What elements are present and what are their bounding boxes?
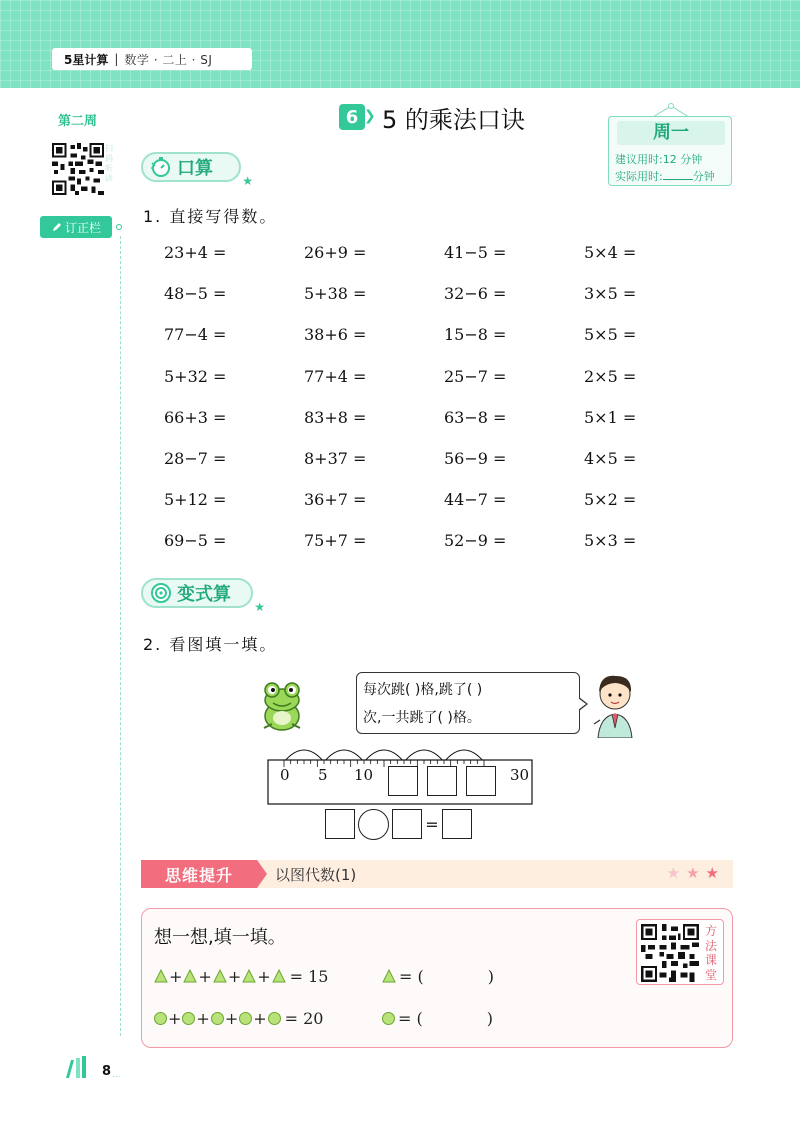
day-box	[608, 116, 732, 186]
thinking-question: 想一想,填一填。	[154, 927, 286, 948]
header-separator: |	[114, 52, 119, 66]
calc-row	[164, 243, 724, 284]
section-tag-label: 口算	[177, 158, 213, 179]
thinking-box	[141, 908, 733, 1048]
qr-side-text: 扫码听讲	[105, 144, 113, 183]
circle-equation	[154, 1007, 323, 1029]
calc-problem[interactable]: 5×4 =	[584, 243, 637, 262]
calc-problem[interactable]: 15−8 =	[444, 325, 507, 345]
calc-problem[interactable]: 5+32 =	[164, 366, 227, 386]
chevron-right-icon: ❯	[364, 108, 376, 124]
ruler-label: 30	[510, 766, 530, 784]
answer-box[interactable]	[392, 809, 422, 839]
calc-problem[interactable]: 48−5 =	[164, 284, 227, 304]
correction-dot	[116, 224, 122, 230]
page-title: 5 的乘法口诀	[382, 106, 525, 134]
circle-icon	[239, 1012, 252, 1025]
star-icon: ★	[666, 864, 687, 882]
ruler-answer-box[interactable]	[388, 766, 418, 796]
pencil-icon	[51, 221, 63, 233]
plus-sign: +	[224, 1008, 239, 1028]
calc-row	[164, 531, 724, 572]
actual-time-prefix: 实际用时:	[615, 170, 663, 183]
circle-answer	[382, 1007, 493, 1029]
correction-tag	[40, 216, 112, 238]
brand-label: 5星计算	[64, 52, 109, 67]
calc-problem[interactable]: 69−5 =	[164, 531, 227, 551]
calc-row	[164, 490, 724, 531]
section-tag-oral	[141, 152, 253, 188]
thinking-bar	[141, 860, 733, 888]
star-icon: ★	[686, 864, 706, 882]
plus-sign: +	[257, 966, 271, 986]
calc-problem[interactable]: 41−5 =	[444, 243, 507, 262]
subject-label: 数学 · 二上 · SJ	[124, 52, 213, 67]
circle-icon	[154, 1012, 167, 1025]
calc-problem[interactable]: 5×5 =	[584, 325, 637, 345]
triangle-icon	[154, 969, 168, 983]
day-label: 周一	[617, 121, 725, 145]
calc-problem[interactable]: 56−9 =	[444, 448, 507, 468]
equation-row	[325, 808, 472, 840]
triangle-icon	[242, 969, 256, 983]
calc-problem[interactable]: 36+7 =	[304, 490, 367, 510]
calc-problem[interactable]: 52−9 =	[444, 531, 507, 551]
calc-grid	[164, 243, 724, 573]
calc-row	[164, 367, 724, 408]
answer-box[interactable]	[325, 809, 355, 839]
bubble-tail-fill	[578, 698, 586, 710]
calc-problem[interactable]: 26+9 =	[304, 243, 367, 262]
qr-code-icon[interactable]	[52, 143, 104, 195]
actual-time-blank[interactable]	[663, 170, 693, 180]
calc-problem[interactable]: 3×5 =	[584, 284, 637, 304]
speech-bubble	[356, 672, 580, 734]
star-icon: ★	[705, 864, 725, 882]
circle-icon	[382, 1012, 395, 1025]
correction-label: 订正栏	[64, 220, 101, 235]
correction-divider	[120, 236, 121, 1036]
ruler-answer-box[interactable]	[427, 766, 457, 796]
ruler-label: 10	[354, 766, 374, 784]
calc-problem[interactable]: 23+4 =	[164, 243, 227, 262]
section-tag-label: 变式算	[177, 584, 231, 605]
frog-illustration	[258, 680, 306, 734]
question-1: 1. 直接写得数。	[143, 207, 278, 226]
header-band	[0, 0, 800, 88]
week-label: 第二周	[58, 114, 98, 129]
calc-problem[interactable]: 77+4 =	[304, 366, 367, 386]
plus-sign: +	[169, 966, 183, 986]
boy-illustration	[590, 668, 640, 738]
circle-icon	[268, 1012, 281, 1025]
thinking-subtitle: 以图代数(1)	[275, 866, 357, 884]
suggested-time: 建议用时:12 分钟	[615, 153, 703, 166]
answer-prefix: = (	[398, 1008, 423, 1028]
circle-icon	[211, 1012, 224, 1025]
operator-circle[interactable]	[358, 809, 389, 840]
calc-problem[interactable]: 75+7 =	[304, 531, 367, 551]
triangle-icon	[272, 969, 286, 983]
triangle-answer	[382, 965, 494, 987]
ruler-label: 5	[318, 766, 328, 784]
calc-problem[interactable]: 77−4 =	[164, 325, 227, 345]
triangle-icon	[183, 969, 197, 983]
calc-problem[interactable]: 83+8 =	[304, 407, 367, 427]
calc-problem[interactable]: 32−6 =	[444, 284, 507, 304]
lesson-number: 6	[339, 104, 365, 130]
calc-problem[interactable]: 5+38 =	[304, 284, 367, 304]
star-icon: ★	[242, 174, 253, 188]
equation-result: = 20	[284, 1008, 324, 1028]
circle-icon	[182, 1012, 195, 1025]
triangle-equation	[154, 965, 328, 987]
calc-problem[interactable]: 8+37 =	[304, 448, 367, 468]
section-tag-variant	[141, 578, 265, 614]
ruler-label: 0	[280, 766, 290, 784]
triangle-icon	[213, 969, 227, 983]
calc-row	[164, 408, 724, 449]
bubble-line-1: 每次跳( )格,跳了( )	[363, 682, 483, 698]
plus-sign: +	[227, 966, 242, 986]
calc-problem[interactable]: 5×2 =	[584, 490, 637, 510]
header-bar	[52, 48, 252, 70]
calc-problem[interactable]: 5+12 =	[164, 490, 227, 510]
calc-problem[interactable]: 38+6 =	[304, 325, 367, 345]
answer-close: )	[486, 1008, 493, 1028]
calc-problem[interactable]: 5×1 =	[584, 407, 637, 427]
plus-sign: +	[168, 1008, 182, 1028]
method-qr-panel[interactable]	[636, 919, 724, 985]
page-number: 8	[102, 1064, 112, 1079]
answer-prefix: = (	[399, 966, 424, 986]
method-label: 方法课堂	[704, 924, 717, 982]
difficulty-stars	[667, 864, 725, 882]
calc-problem[interactable]: 5×3 =	[584, 531, 637, 551]
actual-time	[615, 168, 715, 184]
plus-sign: +	[198, 966, 212, 986]
answer-box[interactable]	[442, 809, 472, 839]
calc-problem[interactable]: 25−7 =	[444, 366, 507, 386]
question-2: 2. 看图填一填。	[143, 635, 278, 654]
qr-code-icon[interactable]	[641, 924, 699, 982]
calc-problem[interactable]: 63−8 =	[444, 407, 507, 427]
actual-time-suffix: 分钟	[692, 170, 715, 183]
calc-row	[164, 325, 724, 366]
calc-row	[164, 284, 724, 325]
ruler-answer-box[interactable]	[466, 766, 496, 796]
target-icon	[149, 581, 173, 605]
calc-problem[interactable]: 28−7 =	[164, 448, 227, 468]
page-dots: ...	[112, 1070, 121, 1080]
calc-problem[interactable]: 44−7 =	[444, 490, 507, 510]
bubble-line-2: 次,一共跳了( )格。	[363, 710, 481, 726]
calc-problem[interactable]: 2×5 =	[584, 366, 637, 386]
equation-result: = 15	[289, 966, 329, 986]
triangle-icon	[382, 969, 396, 983]
calc-problem[interactable]: 66+3 =	[164, 407, 227, 427]
book-bars-icon	[64, 1056, 94, 1078]
plus-sign: +	[253, 1008, 267, 1028]
calc-row	[164, 449, 724, 490]
thinking-tag: 思维提升	[141, 860, 257, 888]
hanger-icon	[651, 103, 691, 117]
star-icon: ★	[254, 600, 265, 614]
stopwatch-icon	[149, 155, 173, 179]
equals-sign: =	[425, 814, 439, 834]
plus-sign: +	[196, 1008, 210, 1028]
calc-problem[interactable]: 4×5 =	[584, 448, 637, 468]
answer-close: )	[487, 966, 494, 986]
